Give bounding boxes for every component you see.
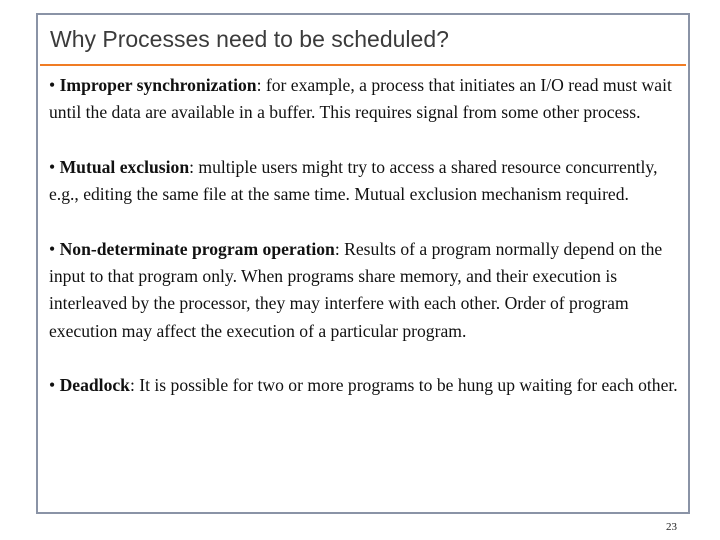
bullet-marker: •: [49, 238, 56, 259]
bullet-separator: :: [334, 238, 340, 259]
bullet-text: It is possible for two or more programs to be hung up waiting for each other.: [139, 375, 678, 396]
bullet-text: Results of a program normally depend on the input to that program only. When programs share memory, and their execution is interleaved by the processor, they may interfere with each other. Order of program execution may affect the execution of a particular program.: [49, 238, 663, 341]
title-underline: [40, 64, 686, 66]
bullet-marker: •: [49, 156, 56, 177]
slide-frame: [36, 13, 690, 514]
bullet-non-determinate-operation: [49, 236, 681, 345]
bullet-term: Mutual exclusion: [59, 156, 190, 177]
bullet-marker: •: [49, 75, 56, 95]
bullet-text: multiple users might try to access a shared resource concurrently, e.g., editing the same file at the same time. Mutual exclusion mechanism required.: [49, 156, 658, 205]
slide-title: Why Processes need to be scheduled?: [50, 26, 449, 52]
bullet-improper-synchronization: [49, 72, 681, 127]
page-number: 23: [666, 521, 677, 533]
bullet-marker: •: [49, 375, 56, 396]
bullet-separator: :: [129, 375, 135, 396]
bullet-list: [49, 72, 681, 400]
bullet-separator: :: [189, 156, 194, 177]
bullet-text: for example, a process that initiates an I/O read must wait until the data are available in a buffer. This requires signal from some other process.: [49, 75, 672, 123]
bullet-mutual-exclusion: [49, 154, 681, 209]
bullet-term: Improper synchronization: [59, 75, 257, 95]
bullet-deadlock: [49, 372, 681, 399]
bullet-term: Deadlock: [59, 375, 130, 396]
bullet-separator: :: [256, 75, 262, 95]
bullet-term: Non-determinate program operation: [59, 238, 335, 259]
